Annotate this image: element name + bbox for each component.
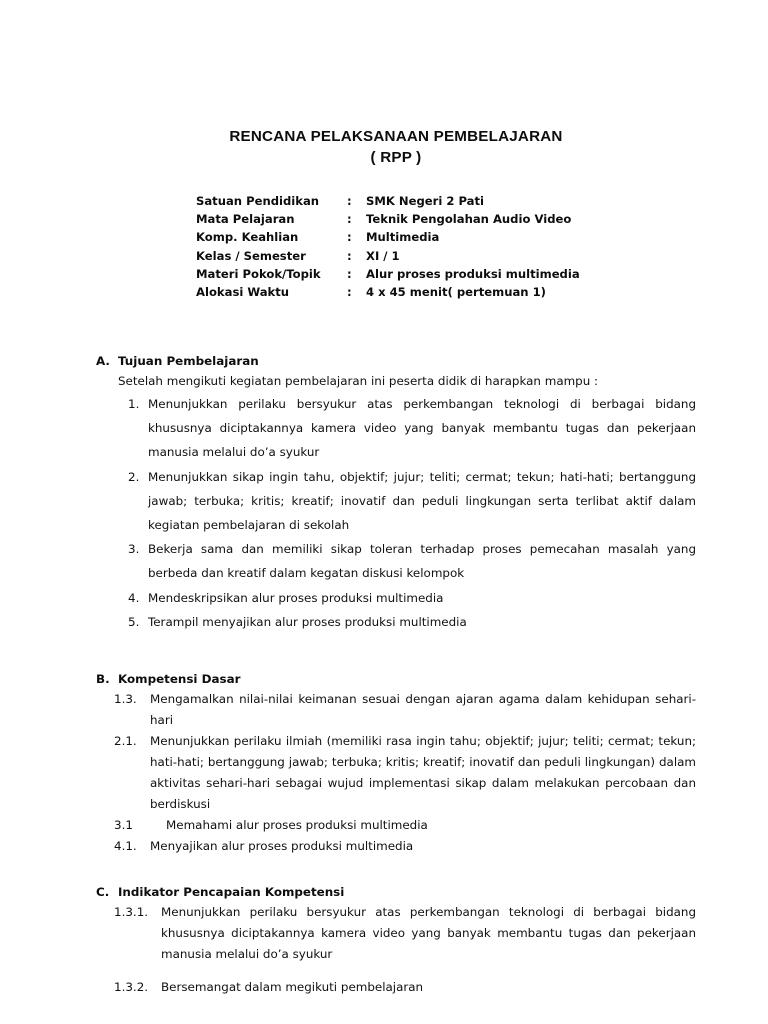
meta-label: Kelas / Semester [196, 248, 306, 263]
list-item-text: Mendeskripsikan alur proses produksi multimedia [148, 590, 444, 605]
list-item [96, 392, 696, 465]
list-item-marker: 1.3. [114, 692, 137, 707]
meta-row [196, 283, 626, 301]
section-tujuan-pembelajaran [96, 352, 696, 634]
meta-colon: : [347, 230, 352, 245]
meta-label: Satuan Pendidikan [196, 194, 320, 208]
list-item [96, 977, 696, 998]
section-heading [96, 352, 696, 371]
list-item-text: Memahami alur proses produksi multimedia [166, 818, 428, 833]
meta-value: 4 x 45 menit( pertemuan 1) [366, 285, 546, 300]
objective-list [96, 392, 696, 634]
competency-list [96, 689, 696, 857]
section-heading [96, 883, 696, 902]
meta-row [196, 247, 626, 265]
meta-colon: : [347, 285, 352, 300]
list-item-text: Mengamalkan nilai-nilai keimanan sesuai dengan ajaran agama dalam kehidupan sehari-hari [150, 692, 696, 728]
list-item-marker: 2. [128, 469, 140, 484]
list-item-text: Bersemangat dalam megikuti pembelajaran [161, 980, 424, 995]
list-item-marker: 4.1. [114, 839, 137, 854]
indicator-list [96, 902, 696, 998]
list-item-marker: 5. [128, 614, 140, 629]
list-item [96, 610, 696, 634]
meta-colon: : [347, 248, 352, 263]
list-item [96, 902, 696, 965]
list-item-text: Terampil menyajikan alur proses produksi multimedia [148, 614, 467, 629]
section-letter: B. [96, 672, 110, 687]
section-kompetensi-dasar [96, 670, 696, 857]
list-item-text: Menunjukkan perilaku bersyukur atas perkembangan teknologi di berbagai bidang khususnya diciptakannya kamera video yang banyak membantu tugas dan pekerjaan manusia melalui do’a syukur [161, 905, 696, 962]
section-spacer [96, 857, 696, 883]
meta-value: Multimedia [366, 230, 440, 245]
list-item [96, 465, 696, 538]
list-item [96, 815, 696, 836]
meta-row [196, 192, 626, 210]
meta-row [196, 210, 626, 228]
list-item-text: Menunjukkan sikap ingin tahu, objektif; jujur; teliti; cermat; tekun; hati-hati; bertanggung jawab; terbuka; kritis; kreatif; inovatif dan peduli lingkungan serta terlibat aktif dalam kegiatan pembelajaran di sekolah [148, 469, 696, 533]
list-item-text: Menunjukkan perilaku bersyukur atas perkembangan teknologi di berbagai bidang khususnya diciptakannya kamera video yang banyak membantu tugas dan pekerjaan manusia melalui do’a syukur [148, 397, 696, 460]
meta-row [196, 228, 626, 246]
list-item-marker: 1.3.2. [114, 980, 149, 995]
meta-label: Alokasi Waktu [196, 285, 290, 300]
meta-label: Mata Pelajaran [196, 212, 295, 227]
meta-value: Alur proses produksi multimedia [366, 266, 580, 281]
section-indikator-pencapaian-kompetensi [96, 883, 696, 998]
list-item [96, 731, 696, 815]
list-item [96, 537, 696, 585]
meta-colon: : [347, 266, 352, 281]
document-meta-block [196, 192, 626, 301]
list-item-text: Bekerja sama dan memiliki sikap toleran terhadap proses pemecahan masalah yang berbeda dan kreatif dalam kegatan diskusi kelompok [148, 542, 696, 581]
section-letter: A. [96, 354, 110, 368]
meta-value: XI / 1 [366, 248, 400, 263]
list-item-marker: 2.1. [114, 734, 137, 749]
list-item-marker: 4. [128, 590, 140, 605]
list-item-text: Menyajikan alur proses produksi multimedia [150, 839, 414, 854]
list-item [96, 836, 696, 857]
section-title: Kompetensi Dasar [118, 672, 241, 687]
meta-label: Komp. Keahlian [196, 230, 299, 245]
meta-label: Materi Pokok/Topik [196, 266, 321, 281]
section-letter: C. [96, 885, 110, 900]
meta-value: SMK Negeri 2 Pati [366, 194, 484, 208]
list-item-marker: 1.3.1. [114, 905, 149, 920]
meta-value: Teknik Pengolahan Audio Video [366, 212, 572, 227]
list-item-marker: 3.1 [114, 818, 133, 833]
section-spacer [96, 634, 696, 670]
section-title: Indikator Pencapaian Kompetensi [118, 885, 345, 900]
document-title: RENCANA PELAKSANAAN PEMBELAJARAN [229, 128, 563, 145]
meta-colon: : [347, 212, 352, 227]
list-spacer [96, 965, 696, 977]
document-subtitle: ( RPP ) [370, 149, 422, 166]
meta-colon: : [347, 194, 352, 208]
meta-row [196, 265, 626, 283]
document-body [96, 352, 696, 998]
list-item-marker: 1. [128, 397, 140, 411]
section-heading [96, 670, 696, 689]
list-item [96, 689, 696, 731]
list-item-text: Menunjukkan perilaku ilmiah (memiliki rasa ingin tahu; objektif; jujur; teliti; cermat; tekun; hati-hati; bertanggung jawab; terbuka; kritis; kreatif; inovatif dan peduli lingkungan) dalam aktivitas sehari-hari sebagai wujud implementasi sikap dalam melakukan percobaan dan berdiskusi [150, 734, 696, 812]
list-item [96, 586, 696, 610]
list-item-marker: 3. [128, 542, 140, 557]
section-title: Tujuan Pembelajaran [118, 354, 259, 368]
document-title-block [96, 126, 696, 169]
section-lead-text: Setelah mengikuti kegiatan pembelajaran ini peserta didik di harapkan mampu : [118, 374, 599, 388]
